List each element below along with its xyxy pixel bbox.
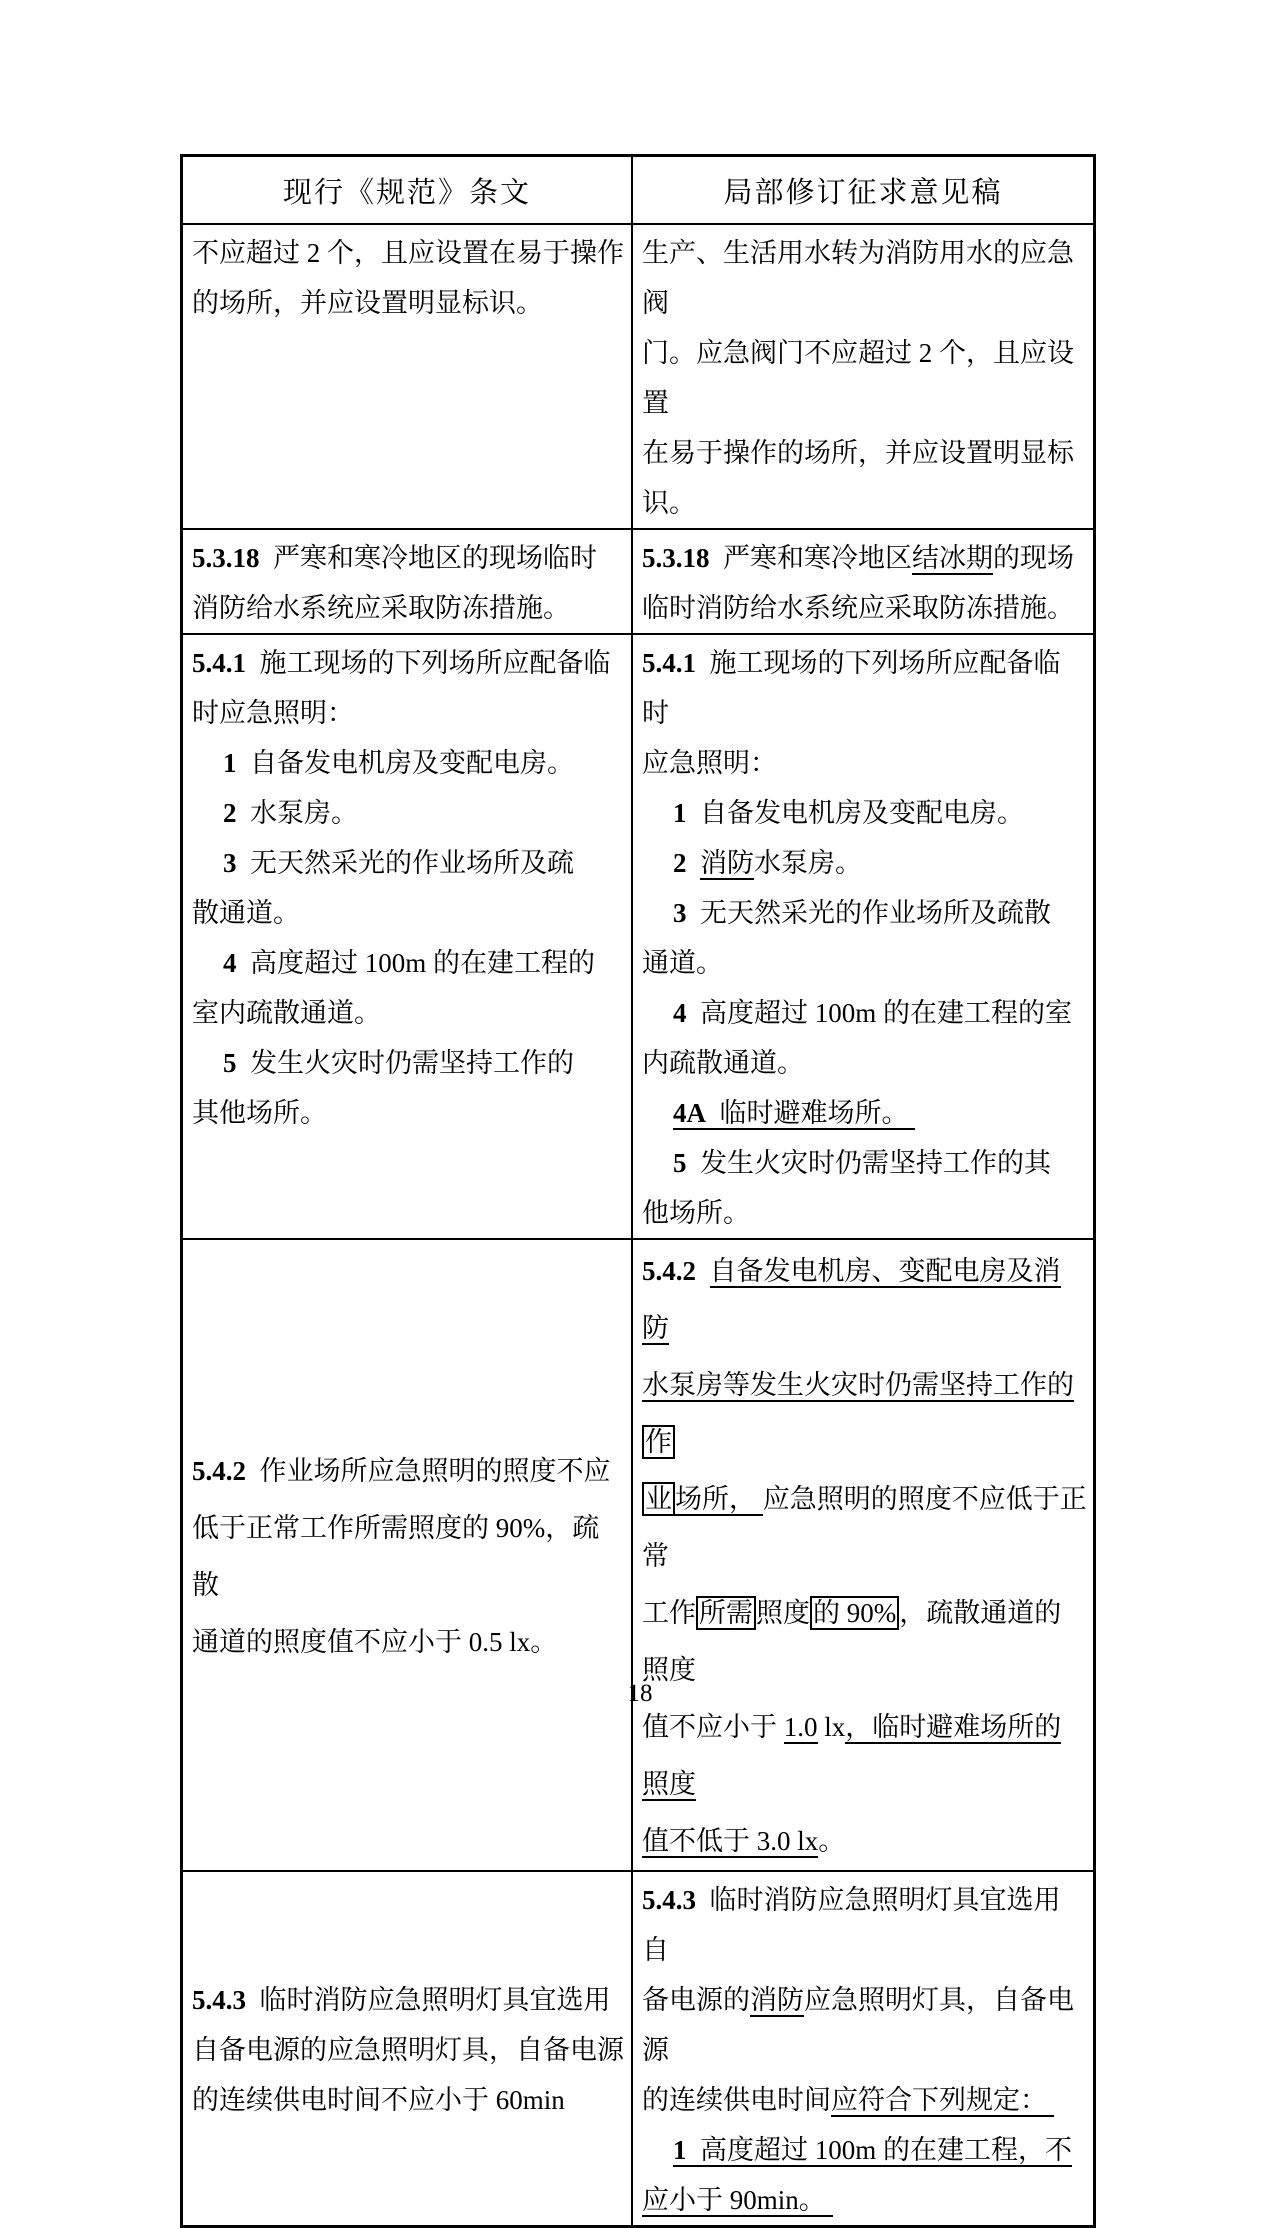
text-line <box>192 2075 625 2125</box>
clause-number: 4 <box>673 998 687 1028</box>
text-line <box>192 278 625 328</box>
text-segment: 内疏散通道。 <box>642 1048 804 1078</box>
clause-number: 5.4.3 <box>642 1885 696 1915</box>
text-segment: 水泵房。 <box>236 798 358 828</box>
underlined-inserted-text: 1 <box>673 2135 687 2165</box>
text-segment <box>687 848 701 878</box>
cell-revised-row2 <box>633 530 1093 635</box>
clause-number: 5.4.2 <box>642 1256 696 1286</box>
clause-number: 5.4.3 <box>192 1985 246 2015</box>
text-segment: 临时消防应急照明灯具宜选用 <box>246 1985 611 2015</box>
text-segment: 工作 <box>642 1598 696 1628</box>
text-segment: 施工现场的下列场所应配备临时 <box>642 648 1061 728</box>
text-line <box>642 328 1087 428</box>
text-line <box>642 1471 1087 1585</box>
underlined-inserted-text: 场所， <box>675 1484 763 1514</box>
text-segment: 不应超过 2 个，且应设置在易于操作 <box>192 238 624 268</box>
cell-revised-row5 <box>633 1872 1093 2225</box>
text-line <box>192 888 625 938</box>
underlined-inserted-text: 应小于 90min。 <box>642 2185 833 2215</box>
clause-number: 4 <box>223 948 237 978</box>
underlined-inserted-text: 自备发电机房、变配电房及消防 <box>642 1256 1061 1343</box>
text-segment: 通道的照度值不应小于 0.5 lx。 <box>192 1626 558 1657</box>
text-segment: 发生火灾时仍需坚持工作的其 <box>686 1148 1051 1178</box>
text-segment: 自备发电机房及变配电房。 <box>236 748 574 778</box>
text-line <box>642 2075 1087 2125</box>
text-line <box>642 938 1087 988</box>
text-line <box>192 988 625 1038</box>
text-line <box>642 988 1087 1038</box>
text-line <box>642 1699 1087 1813</box>
underlined-inserted-text: 临时避难场所。 <box>706 1098 916 1128</box>
clause-number: 5.4.1 <box>642 648 696 678</box>
clause-number: 5.4.1 <box>192 648 246 678</box>
clause-number: 3 <box>673 898 687 928</box>
boxed-deleted-text: 作 <box>642 1425 675 1459</box>
underlined-inserted-text: 值不低于 3.0 lx <box>642 1826 819 1856</box>
cell-current-row5 <box>183 1872 633 2225</box>
text-line <box>192 688 625 738</box>
text-line <box>192 738 625 788</box>
text-line <box>642 1875 1087 1975</box>
text-segment: 应急照明的照度不应低于正常 <box>642 1484 1087 1571</box>
text-line <box>192 533 625 583</box>
text-line <box>642 1038 1087 1088</box>
text-segment: 施工现场的下列场所应配备临 <box>246 648 611 678</box>
text-segment: 发生火灾时仍需坚持工作的 <box>236 1048 574 1078</box>
underlined-inserted-text: 消防 <box>700 848 754 878</box>
text-segment: 照度 <box>756 1598 810 1628</box>
cell-revised-row3 <box>633 635 1093 1240</box>
boxed-deleted-text: 所需 <box>696 1596 756 1630</box>
text-segment <box>696 1256 710 1286</box>
clause-number: 5.3.18 <box>642 543 710 573</box>
boxed-deleted-text: 业 <box>642 1482 675 1516</box>
clause-number: 3 <box>223 848 237 878</box>
text-segment: 备电源的 <box>642 1985 750 2015</box>
cell-current-row4 <box>183 1240 633 1872</box>
text-line <box>642 788 1087 838</box>
text-line <box>192 838 625 888</box>
text-segment: 值不应小于 <box>642 1712 784 1742</box>
text-line <box>192 1443 625 1500</box>
text-segment: 生产、生活用水转为消防用水的应急阀 <box>642 238 1074 318</box>
text-segment: 的现场 <box>993 543 1074 573</box>
text-line <box>642 888 1087 938</box>
text-line <box>192 1500 625 1614</box>
underlined-inserted-text: 1.0 <box>783 1712 818 1742</box>
underlined-inserted-text: 4A <box>673 1098 706 1128</box>
text-line <box>642 533 1087 583</box>
text-segment: 自备电源的应急照明灯具，自备电源 <box>192 2035 624 2065</box>
text-segment: 的连续供电时间不应小于 60min <box>192 2085 565 2115</box>
revision-comparison-table <box>180 154 1096 2228</box>
text-line <box>642 1813 1087 1870</box>
clause-number: 5.4.2 <box>192 1455 246 1486</box>
text-line <box>642 228 1087 328</box>
underlined-inserted-text: 高度超过 100m 的在建工程，不 <box>686 2135 1073 2165</box>
text-line <box>192 583 625 633</box>
text-line <box>192 638 625 688</box>
text-segment: 应急照明灯具，自备电源 <box>642 1985 1074 2065</box>
text-line <box>642 738 1087 788</box>
text-line <box>192 938 625 988</box>
text-segment: 临时消防给水系统应采取防冻措施。 <box>642 593 1074 623</box>
text-segment: 室内疏散通道。 <box>192 998 381 1028</box>
text-segment: ，疏散通道的照度 <box>642 1598 1062 1685</box>
text-line <box>642 2175 1087 2225</box>
underlined-inserted-text: 结冰期 <box>912 543 993 573</box>
text-line <box>642 1088 1087 1138</box>
text-segment: 低于正常工作所需照度的 90%，疏散 <box>192 1512 600 1600</box>
clause-number: 1 <box>673 798 687 828</box>
clause-number: 1 <box>223 748 237 778</box>
text-line <box>192 1038 625 1088</box>
text-segment: 作业场所应急照明的照度不应 <box>246 1455 611 1486</box>
text-segment: 无天然采光的作业场所及疏 <box>236 848 574 878</box>
text-segment: 的场所，并应设置明显标识。 <box>192 288 543 318</box>
text-segment: 时应急照明： <box>192 698 354 728</box>
text-line <box>642 583 1087 633</box>
text-line <box>642 2125 1087 2175</box>
cell-revised-row4 <box>633 1240 1093 1872</box>
text-segment: 消防给水系统应采取防冻措施。 <box>192 593 570 623</box>
underlined-inserted-text: 消防 <box>750 1985 804 2015</box>
text-line <box>642 428 1087 528</box>
text-line <box>642 1975 1087 2075</box>
clause-number: 5.3.18 <box>192 543 260 573</box>
text-segment: 高度超过 100m 的在建工程的 <box>236 948 596 978</box>
text-segment: 他场所。 <box>642 1198 750 1228</box>
text-segment: 散通道。 <box>192 898 300 928</box>
cell-current-row3 <box>183 635 633 1240</box>
text-segment: 在易于操作的场所，并应设置明显标识。 <box>642 438 1074 518</box>
text-segment: 其他场所。 <box>192 1098 327 1128</box>
underlined-inserted-text: 应符合下列规定： <box>831 2085 1054 2115</box>
text-line <box>642 1243 1087 1357</box>
cell-current-row2 <box>183 530 633 635</box>
text-line <box>642 1138 1087 1188</box>
cell-revised-row1 <box>633 225 1093 530</box>
underlined-inserted-text: 水泵房等发生火灾时仍需坚持工作的 <box>642 1370 1074 1400</box>
cell-current-row1 <box>183 225 633 530</box>
text-line <box>192 2025 625 2075</box>
text-line <box>192 788 625 838</box>
text-line <box>642 638 1087 738</box>
text-segment: 临时消防应急照明灯具宜选用自 <box>642 1885 1061 1965</box>
clause-number: 2 <box>223 798 237 828</box>
boxed-deleted-text: 的 90% <box>810 1596 899 1630</box>
text-segment: 门。应急阀门不应超过 2 个，且应设置 <box>642 338 1074 418</box>
header-cell-revision-draft: 局部修订征求意见稿 <box>633 157 1093 225</box>
text-line <box>192 228 625 278</box>
text-line <box>642 1188 1087 1238</box>
text-segment: 水泵房。 <box>754 848 862 878</box>
text-segment: 的连续供电时间 <box>642 2085 831 2115</box>
text-segment: 严寒和寒冷地区 <box>709 543 912 573</box>
underlined-inserted-text: ，临时避难场所的照度 <box>642 1712 1062 1799</box>
text-segment: 高度超过 100m 的在建工程的室 <box>686 998 1073 1028</box>
text-line <box>192 1088 625 1138</box>
page-number: 18 <box>627 1680 653 1707</box>
text-segment: 严寒和寒冷地区的现场临时 <box>259 543 597 573</box>
text-line <box>192 1614 625 1671</box>
text-line <box>642 1357 1087 1471</box>
text-segment: 自备发电机房及变配电房。 <box>686 798 1024 828</box>
text-segment: lx <box>817 1712 846 1742</box>
text-segment: 应急照明： <box>642 748 777 778</box>
clause-number: 2 <box>673 848 687 878</box>
text-line <box>192 1975 625 2025</box>
clause-number: 5 <box>223 1048 237 1078</box>
text-line <box>642 838 1087 888</box>
text-segment: 无天然采光的作业场所及疏散 <box>686 898 1051 928</box>
header-cell-current-code: 现行《规范》条文 <box>183 157 633 225</box>
text-segment: 。 <box>818 1826 846 1856</box>
clause-number: 5 <box>673 1148 687 1178</box>
text-segment: 通道。 <box>642 948 723 978</box>
